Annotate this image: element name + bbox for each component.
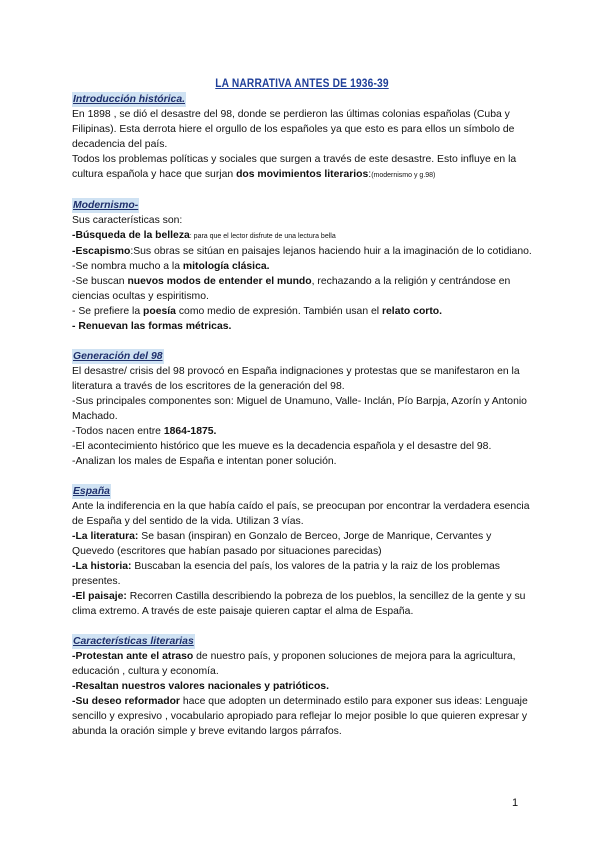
caract-paragraph-3-bold: -Su deseo reformador — [72, 696, 180, 707]
espana-paragraph-3 — [72, 559, 532, 589]
modernismo-item-2-bold: -Escapismo — [72, 246, 131, 257]
g98-paragraph-3 — [72, 424, 532, 439]
intro-small-note: (modernismo y g.98) — [371, 172, 436, 179]
g98-paragraph-2: -Sus principales componentes son: Miguel de Unamuno, Valle- Inclán, Pío Barpja, Azorín y Antonio Machado. — [72, 396, 527, 422]
g98-paragraph-3-bold: 1864-1875. — [163, 426, 217, 437]
modernismo-item-1-bold: -Búsqueda de la belleza — [72, 230, 190, 241]
g98-paragraph-4: -El acontecimiento histórico que les mueve es la decadencia española y el desastre del 98. — [72, 441, 492, 452]
modernismo-item-3-bold: mitología clásica. — [182, 261, 270, 272]
section-caracteristicas — [72, 634, 532, 739]
modernismo-item-4 — [72, 274, 532, 304]
modernismo-item-5-bold-b: relato corto. — [381, 306, 443, 317]
document-content — [72, 76, 532, 739]
modernismo-item-4-text-a: -Se buscan — [72, 276, 128, 287]
intro-text-a: Todos los problemas políticas y sociales que surgen a través de este desastre. Esto influye en la cultura española y hace que surjan — [72, 154, 517, 180]
g98-paragraph-3-text: -Todos nacen entre — [72, 426, 164, 437]
g98-paragraph-1: El desastre/ crisis del 98 provocó en España indignaciones y protestas que se manifestaron en la literatura a través de los escritores de la generación del 98. — [72, 366, 520, 392]
espana-paragraph-2 — [72, 529, 532, 559]
caract-paragraph-3-text: hace que adopten un determinado estilo para exponer sus ideas: Lenguaje sencillo y expresivo , vocabulario apropiado para reflejar lo mejor posible lo que quieren expresar y abunda la oración simple y breve evitando largos párrafos. — [72, 696, 528, 737]
modernismo-item-3-text: -Se nombra mucho a la — [72, 261, 183, 272]
modernismo-item-6 — [72, 319, 532, 334]
modernismo-item-2-text: :Sus obras se sitúan en paisajes lejanos haciendo huir a la imaginación de lo cotidiano. — [130, 246, 532, 257]
document-title: LA NARRATIVA ANTES DE 1936-39 — [215, 76, 389, 90]
g98-paragraph-5: -Analizan los males de España e intentan poner solución. — [72, 456, 337, 467]
heading-intro: Introducción histórica. — [73, 94, 185, 105]
intro-colon: : — [368, 169, 372, 180]
modernismo-item-1-small: : para que el lector disfrute de una lectura bella — [189, 233, 336, 240]
modernismo-intro: Sus características son: — [72, 215, 183, 226]
espana-paragraph-4-text: Recorren Castilla describiendo la pobreza de los pueblos, la sencillez de la gente y su clima extremo. A través de este paisaje quieren captar el alma de España. — [72, 591, 526, 617]
page-number: 1 — [512, 797, 519, 809]
modernismo-item-4-text-b: , rechazando a la religión y centrándose en ciencias ocultas y espiritismo. — [72, 276, 511, 302]
modernismo-item-5-text-a: - Se prefiere la — [72, 306, 144, 317]
espana-paragraph-2-text: Se basan (inspiran) en Gonzalo de Berceo, Jorge de Manrique, Cervantes y Quevedo (escritores que habían pasado por situaciones parecidas) — [72, 531, 492, 557]
section-g98 — [72, 349, 532, 469]
espana-paragraph-4 — [72, 589, 532, 619]
section-espana — [72, 484, 532, 619]
heading-caracteristicas: Características literarias — [73, 636, 194, 647]
modernismo-item-6-bold: - Renuevan las formas métricas. — [72, 321, 232, 332]
espana-paragraph-1: Ante la indiferencia en la que había caído el país, se preocupan por encontrar la verdadera esencia de España y del sentido de la vida. Utilizan 3 vías. — [72, 501, 530, 527]
intro-paragraph-1: En 1898 , se dió el desastre del 98, donde se perdieron las últimas colonias españolas (Cuba y Filipinas). Esta derrota hiere el orgullo de los españoles ya que esto es para ellos un símbolo de decadencia del país. — [72, 109, 515, 150]
heading-espana: España — [73, 486, 110, 497]
intro-paragraph-2 — [72, 152, 532, 183]
modernismo-item-5 — [72, 304, 532, 319]
espana-paragraph-3-text: Buscaban la esencia del país, los valores de la patria y la raiz de los problemas presentes. — [72, 561, 500, 587]
intro-bold: dos movimientos literarios — [236, 169, 369, 180]
espana-paragraph-3-bold: -La historia: — [72, 561, 132, 572]
modernismo-item-1 — [72, 228, 532, 244]
modernismo-item-5-text-b: como medio de expresión. También usan el — [175, 306, 382, 317]
caract-paragraph-2 — [72, 679, 532, 694]
caract-paragraph-2-bold: -Resaltan nuestros valores nacionales y patrióticos. — [72, 681, 329, 692]
espana-paragraph-2-bold: -La literatura: — [72, 531, 139, 542]
caract-paragraph-1-text: de nuestro país, y proponen soluciones de mejora para la agricultura, educación , cultura y economía. — [72, 651, 516, 677]
modernismo-item-2 — [72, 244, 532, 259]
modernismo-item-3 — [72, 259, 532, 274]
modernismo-item-5-bold-a: poesía — [143, 306, 176, 317]
modernismo-item-4-bold: nuevos modos de entender el mundo — [127, 276, 312, 287]
heading-g98: Generación del 98 — [73, 351, 163, 362]
section-intro — [72, 92, 532, 183]
caract-paragraph-1-bold: -Protestan ante el atraso — [72, 651, 194, 662]
section-modernismo — [72, 198, 532, 334]
caract-paragraph-3 — [72, 694, 532, 739]
heading-modernismo: Modernismo- — [73, 200, 139, 211]
caract-paragraph-1 — [72, 649, 532, 679]
espana-paragraph-4-bold: -El paisaje: — [72, 591, 127, 602]
